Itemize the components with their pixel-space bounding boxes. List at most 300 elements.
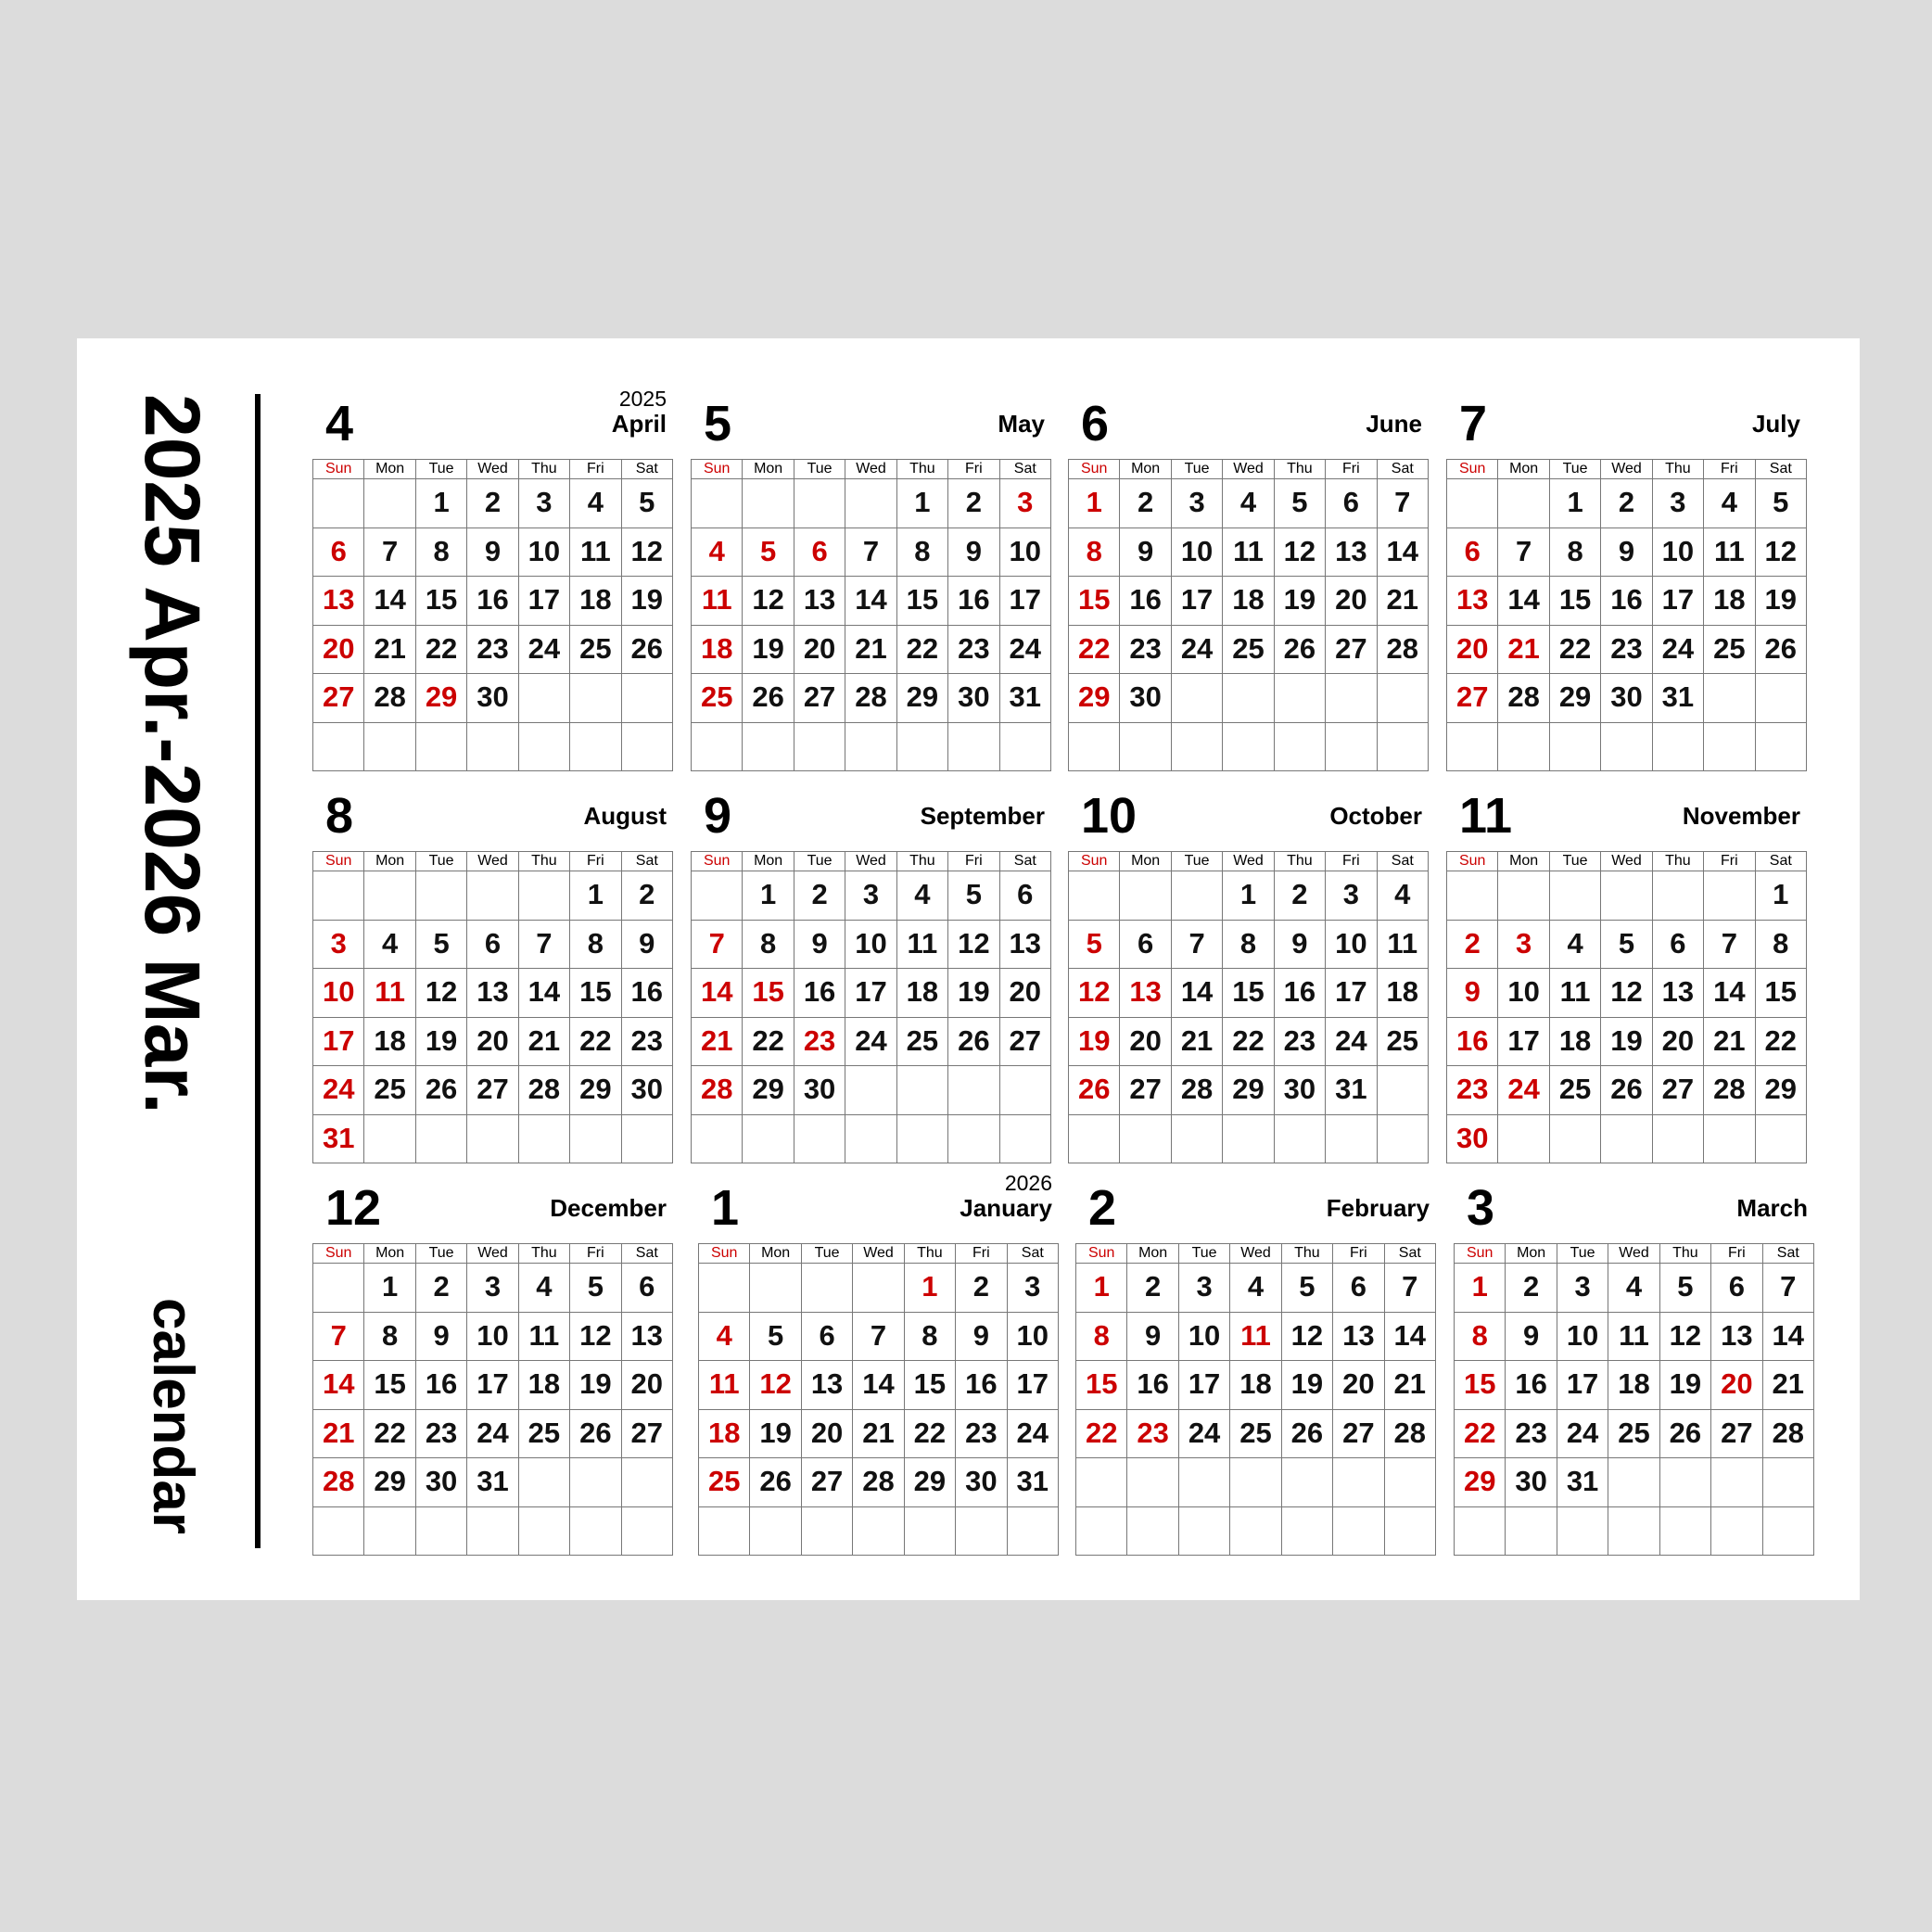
day-cell: 19	[1660, 1361, 1711, 1410]
weekday-header: Sun	[1069, 460, 1120, 479]
day-cell: 21	[1378, 577, 1429, 626]
day-cell: 28	[853, 1458, 904, 1507]
day-cell: 28	[1498, 674, 1549, 723]
empty-cell	[897, 1115, 948, 1164]
empty-cell	[416, 1507, 467, 1557]
empty-cell	[313, 723, 364, 772]
empty-cell	[1660, 1507, 1711, 1557]
day-cell: 31	[1653, 674, 1704, 723]
day-cell: 1	[1069, 479, 1120, 528]
year-label: 2025	[618, 387, 667, 411]
day-cell: 30	[948, 674, 999, 723]
weekday-header: Sat	[622, 1244, 673, 1264]
weekday-header: Sun	[313, 852, 364, 871]
day-cell: 1	[364, 1264, 415, 1313]
day-cell: 16	[1127, 1361, 1178, 1410]
weekday-header: Tue	[802, 1244, 853, 1264]
empty-cell	[622, 1507, 673, 1557]
day-cell: 24	[1326, 1018, 1377, 1067]
day-cell: 7	[1385, 1264, 1436, 1313]
empty-cell	[313, 871, 364, 921]
day-cell: 21	[853, 1410, 904, 1459]
empty-cell	[1447, 871, 1498, 921]
day-cell: 8	[1550, 528, 1601, 578]
empty-cell	[802, 1507, 853, 1557]
day-cell: 30	[622, 1066, 673, 1115]
day-cell: 20	[802, 1410, 853, 1459]
month-number: 11	[1459, 788, 1513, 844]
day-cell: 31	[1000, 674, 1051, 723]
day-cell: 29	[897, 674, 948, 723]
day-cell: 25	[519, 1410, 570, 1459]
day-cell: 12	[622, 528, 673, 578]
day-cell: 3	[1000, 479, 1051, 528]
day-cell: 28	[692, 1066, 743, 1115]
day-cell: 14	[692, 969, 743, 1018]
day-cell: 20	[467, 1018, 518, 1067]
day-cell: 20	[1120, 1018, 1171, 1067]
empty-cell	[1223, 1115, 1274, 1164]
empty-cell	[692, 479, 743, 528]
day-cell: 22	[1076, 1410, 1127, 1459]
month-name: September	[920, 802, 1045, 830]
day-cell: 15	[743, 969, 794, 1018]
weekday-header: Wed	[1601, 852, 1652, 871]
day-cell: 16	[1275, 969, 1326, 1018]
weekday-header: Fri	[570, 460, 621, 479]
day-cell: 25	[1608, 1410, 1659, 1459]
day-cell: 15	[364, 1361, 415, 1410]
empty-cell	[692, 723, 743, 772]
empty-cell	[948, 723, 999, 772]
empty-cell	[1756, 674, 1807, 723]
day-cell: 23	[1506, 1410, 1557, 1459]
empty-cell	[570, 674, 621, 723]
day-cell: 15	[1455, 1361, 1506, 1410]
day-cell: 20	[1447, 626, 1498, 675]
empty-cell	[1333, 1507, 1384, 1557]
title-block	[131, 394, 214, 1534]
day-cell: 1	[743, 871, 794, 921]
month-name: August	[583, 802, 667, 830]
weekday-header: Fri	[1704, 852, 1755, 871]
day-cell: 9	[1447, 969, 1498, 1018]
day-cell: 2	[1447, 921, 1498, 970]
empty-cell	[699, 1507, 750, 1557]
day-cell: 7	[1378, 479, 1429, 528]
day-cell: 30	[416, 1458, 467, 1507]
empty-cell	[845, 723, 896, 772]
day-cell: 3	[467, 1264, 518, 1313]
day-cell: 4	[1704, 479, 1755, 528]
day-cell: 24	[845, 1018, 896, 1067]
day-cell: 6	[794, 528, 845, 578]
day-cell: 20	[313, 626, 364, 675]
day-cell: 16	[794, 969, 845, 1018]
day-cell: 19	[1275, 577, 1326, 626]
day-cell: 19	[750, 1410, 801, 1459]
empty-cell	[1498, 871, 1549, 921]
empty-cell	[1498, 479, 1549, 528]
day-cell: 14	[1172, 969, 1223, 1018]
day-cell: 18	[1550, 1018, 1601, 1067]
weekday-header: Tue	[1172, 460, 1223, 479]
day-cell: 6	[802, 1313, 853, 1362]
empty-cell	[1557, 1507, 1608, 1557]
day-cell: 19	[570, 1361, 621, 1410]
weekday-header: Thu	[1282, 1244, 1333, 1264]
empty-cell	[1000, 723, 1051, 772]
day-cell: 19	[622, 577, 673, 626]
day-cell: 12	[1756, 528, 1807, 578]
day-cell: 7	[1172, 921, 1223, 970]
day-cell: 11	[1550, 969, 1601, 1018]
weekday-header: Tue	[416, 852, 467, 871]
weekday-header: Sat	[1378, 460, 1429, 479]
empty-cell	[750, 1507, 801, 1557]
day-cell: 30	[1601, 674, 1652, 723]
day-cell: 11	[1230, 1313, 1281, 1362]
day-cell: 6	[1326, 479, 1377, 528]
empty-cell	[1455, 1507, 1506, 1557]
day-cell: 8	[905, 1313, 956, 1362]
day-cell: 1	[1223, 871, 1274, 921]
empty-cell	[313, 479, 364, 528]
day-cell: 28	[1172, 1066, 1223, 1115]
empty-cell	[1756, 723, 1807, 772]
day-cell: 7	[519, 921, 570, 970]
weekday-header: Mon	[364, 852, 415, 871]
day-cell: 5	[948, 871, 999, 921]
empty-cell	[1763, 1458, 1814, 1507]
empty-cell	[802, 1264, 853, 1313]
day-cell: 4	[692, 528, 743, 578]
day-cell: 18	[570, 577, 621, 626]
day-cell: 9	[1506, 1313, 1557, 1362]
day-cell: 12	[1282, 1313, 1333, 1362]
day-cell: 6	[467, 921, 518, 970]
day-cell: 31	[1557, 1458, 1608, 1507]
day-cell: 24	[1498, 1066, 1549, 1115]
month-number: 1	[711, 1180, 740, 1236]
month-name: December	[550, 1194, 667, 1222]
empty-cell	[897, 723, 948, 772]
day-cell: 26	[743, 674, 794, 723]
month-name: February	[1326, 1194, 1430, 1222]
day-cell: 8	[570, 921, 621, 970]
day-cell: 18	[364, 1018, 415, 1067]
day-cell: 15	[570, 969, 621, 1018]
month-name: October	[1329, 802, 1422, 830]
day-cell: 17	[1172, 577, 1223, 626]
empty-cell	[1378, 723, 1429, 772]
day-cell: 11	[897, 921, 948, 970]
empty-cell	[364, 871, 415, 921]
day-cell: 21	[1172, 1018, 1223, 1067]
day-cell: 11	[519, 1313, 570, 1362]
day-cell: 14	[853, 1361, 904, 1410]
empty-cell	[416, 1115, 467, 1164]
day-cell: 18	[1230, 1361, 1281, 1410]
day-cell: 4	[1608, 1264, 1659, 1313]
day-cell: 9	[1120, 528, 1171, 578]
day-cell: 15	[897, 577, 948, 626]
weekday-header: Mon	[1498, 852, 1549, 871]
day-cell: 28	[364, 674, 415, 723]
empty-cell	[1378, 674, 1429, 723]
day-cell: 5	[416, 921, 467, 970]
day-cell: 25	[364, 1066, 415, 1115]
day-cell: 13	[802, 1361, 853, 1410]
month-number: 2	[1088, 1180, 1117, 1236]
weekday-header: Mon	[750, 1244, 801, 1264]
day-cell: 13	[313, 577, 364, 626]
day-cell: 9	[956, 1313, 1007, 1362]
empty-cell	[845, 479, 896, 528]
empty-cell	[845, 1115, 896, 1164]
day-cell: 2	[622, 871, 673, 921]
weekday-header: Tue	[1179, 1244, 1230, 1264]
empty-cell	[1756, 1115, 1807, 1164]
empty-cell	[1275, 1115, 1326, 1164]
day-cell: 8	[1455, 1313, 1506, 1362]
day-cell: 12	[743, 577, 794, 626]
weekday-header: Mon	[1506, 1244, 1557, 1264]
day-cell: 20	[1000, 969, 1051, 1018]
day-cell: 2	[1127, 1264, 1178, 1313]
weekday-header: Wed	[1601, 460, 1652, 479]
day-cell: 13	[1447, 577, 1498, 626]
day-cell: 5	[622, 479, 673, 528]
day-cell: 9	[622, 921, 673, 970]
day-cell: 16	[1601, 577, 1652, 626]
day-cell: 19	[1601, 1018, 1652, 1067]
empty-cell	[1601, 723, 1652, 772]
day-cell: 27	[1326, 626, 1377, 675]
day-cell: 17	[1179, 1361, 1230, 1410]
weekday-header: Sat	[1756, 460, 1807, 479]
month-name: April	[611, 410, 667, 438]
day-cell: 27	[1653, 1066, 1704, 1115]
day-cell: 17	[467, 1361, 518, 1410]
day-cell: 25	[1550, 1066, 1601, 1115]
empty-cell	[1000, 1115, 1051, 1164]
empty-cell	[1172, 1115, 1223, 1164]
day-cell: 11	[1704, 528, 1755, 578]
day-cell: 12	[948, 921, 999, 970]
day-cell: 16	[622, 969, 673, 1018]
empty-cell	[1127, 1458, 1178, 1507]
day-cell: 4	[1378, 871, 1429, 921]
vertical-divider	[255, 394, 261, 1548]
day-cell: 2	[1601, 479, 1652, 528]
weekday-header: Sun	[1076, 1244, 1127, 1264]
day-cell: 13	[1120, 969, 1171, 1018]
month-number: 7	[1459, 396, 1488, 451]
day-cell: 22	[570, 1018, 621, 1067]
weekday-header: Thu	[897, 460, 948, 479]
day-cell: 27	[1447, 674, 1498, 723]
empty-cell	[794, 1115, 845, 1164]
day-cell: 8	[364, 1313, 415, 1362]
empty-cell	[1653, 871, 1704, 921]
day-cell: 31	[1326, 1066, 1377, 1115]
day-cell: 20	[622, 1361, 673, 1410]
weekday-header: Wed	[467, 460, 518, 479]
empty-cell	[1076, 1507, 1127, 1557]
weekday-header: Thu	[897, 852, 948, 871]
day-cell: 16	[956, 1361, 1007, 1410]
day-cell: 14	[845, 577, 896, 626]
day-cell: 22	[1756, 1018, 1807, 1067]
day-cell: 27	[1711, 1410, 1762, 1459]
day-cell: 3	[1008, 1264, 1059, 1313]
day-cell: 17	[519, 577, 570, 626]
month-grid	[312, 459, 673, 771]
day-cell: 20	[1333, 1361, 1384, 1410]
weekday-header: Thu	[1275, 460, 1326, 479]
weekday-header: Sat	[622, 852, 673, 871]
day-cell: 27	[794, 674, 845, 723]
day-cell: 12	[1601, 969, 1652, 1018]
day-cell: 29	[743, 1066, 794, 1115]
day-cell: 10	[1179, 1313, 1230, 1362]
empty-cell	[750, 1264, 801, 1313]
day-cell: 25	[1378, 1018, 1429, 1067]
day-cell: 23	[1120, 626, 1171, 675]
day-cell: 22	[897, 626, 948, 675]
day-cell: 8	[1756, 921, 1807, 970]
weekday-header: Sun	[692, 852, 743, 871]
empty-cell	[519, 674, 570, 723]
day-cell: 26	[1660, 1410, 1711, 1459]
day-cell: 11	[570, 528, 621, 578]
weekday-header: Mon	[1498, 460, 1549, 479]
day-cell: 23	[1601, 626, 1652, 675]
empty-cell	[1608, 1507, 1659, 1557]
day-cell: 3	[1653, 479, 1704, 528]
day-cell: 6	[1120, 921, 1171, 970]
day-cell: 3	[1498, 921, 1549, 970]
weekday-header: Tue	[1557, 1244, 1608, 1264]
day-cell: 17	[313, 1018, 364, 1067]
weekday-header: Sun	[699, 1244, 750, 1264]
weekday-header: Wed	[1608, 1244, 1659, 1264]
empty-cell	[1076, 1458, 1127, 1507]
day-cell: 6	[1711, 1264, 1762, 1313]
weekday-header: Sat	[1763, 1244, 1814, 1264]
weekday-header: Sat	[1385, 1244, 1436, 1264]
empty-cell	[519, 1458, 570, 1507]
day-cell: 7	[1704, 921, 1755, 970]
month-number: 6	[1081, 396, 1110, 451]
day-cell: 16	[1506, 1361, 1557, 1410]
day-cell: 8	[416, 528, 467, 578]
day-cell: 22	[1455, 1410, 1506, 1459]
weekday-header: Tue	[1550, 460, 1601, 479]
empty-cell	[1223, 723, 1274, 772]
empty-cell	[1653, 723, 1704, 772]
month-name: June	[1366, 410, 1422, 438]
day-cell: 31	[467, 1458, 518, 1507]
day-cell: 2	[467, 479, 518, 528]
day-cell: 18	[699, 1410, 750, 1459]
weekday-header: Wed	[845, 852, 896, 871]
day-cell: 25	[692, 674, 743, 723]
empty-cell	[570, 1115, 621, 1164]
weekday-header: Sat	[1000, 460, 1051, 479]
day-cell: 9	[1601, 528, 1652, 578]
month-name: March	[1736, 1194, 1808, 1222]
day-cell: 13	[622, 1313, 673, 1362]
day-cell: 6	[1000, 871, 1051, 921]
weekday-header: Tue	[794, 852, 845, 871]
day-cell: 24	[1172, 626, 1223, 675]
weekday-header: Thu	[1653, 852, 1704, 871]
day-cell: 1	[1550, 479, 1601, 528]
empty-cell	[1275, 674, 1326, 723]
month-grid	[1068, 851, 1429, 1163]
day-cell: 31	[1008, 1458, 1059, 1507]
day-cell: 10	[1008, 1313, 1059, 1362]
weekday-header: Fri	[1704, 460, 1755, 479]
day-cell: 25	[699, 1458, 750, 1507]
day-cell: 29	[1756, 1066, 1807, 1115]
empty-cell	[364, 479, 415, 528]
month-number: 12	[325, 1180, 382, 1236]
day-cell: 27	[802, 1458, 853, 1507]
day-cell: 8	[1069, 528, 1120, 578]
empty-cell	[1447, 479, 1498, 528]
month-name: July	[1751, 410, 1800, 438]
empty-cell	[1704, 1115, 1755, 1164]
day-cell: 9	[1275, 921, 1326, 970]
day-cell: 22	[1069, 626, 1120, 675]
day-cell: 27	[1120, 1066, 1171, 1115]
day-cell: 10	[313, 969, 364, 1018]
day-cell: 1	[570, 871, 621, 921]
empty-cell	[1179, 1507, 1230, 1557]
day-cell: 8	[743, 921, 794, 970]
day-cell: 1	[1455, 1264, 1506, 1313]
day-cell: 4	[699, 1313, 750, 1362]
weekday-header: Mon	[364, 1244, 415, 1264]
day-cell: 5	[1756, 479, 1807, 528]
day-cell: 5	[1282, 1264, 1333, 1313]
day-cell: 17	[845, 969, 896, 1018]
day-cell: 4	[897, 871, 948, 921]
empty-cell	[1378, 1115, 1429, 1164]
day-cell: 23	[416, 1410, 467, 1459]
month-grid	[1446, 851, 1807, 1163]
weekday-header: Tue	[1172, 852, 1223, 871]
empty-cell	[313, 1507, 364, 1557]
day-cell: 19	[416, 1018, 467, 1067]
day-cell: 12	[1275, 528, 1326, 578]
empty-cell	[519, 871, 570, 921]
day-cell: 17	[1653, 577, 1704, 626]
empty-cell	[1172, 674, 1223, 723]
day-cell: 21	[364, 626, 415, 675]
day-cell: 13	[1653, 969, 1704, 1018]
weekday-header: Mon	[1120, 460, 1171, 479]
day-cell: 2	[1506, 1264, 1557, 1313]
day-cell: 11	[1223, 528, 1274, 578]
day-cell: 26	[1275, 626, 1326, 675]
day-cell: 21	[313, 1410, 364, 1459]
calendar-title: 2025 Apr.-2026 Mar.	[129, 394, 216, 1114]
day-cell: 1	[416, 479, 467, 528]
